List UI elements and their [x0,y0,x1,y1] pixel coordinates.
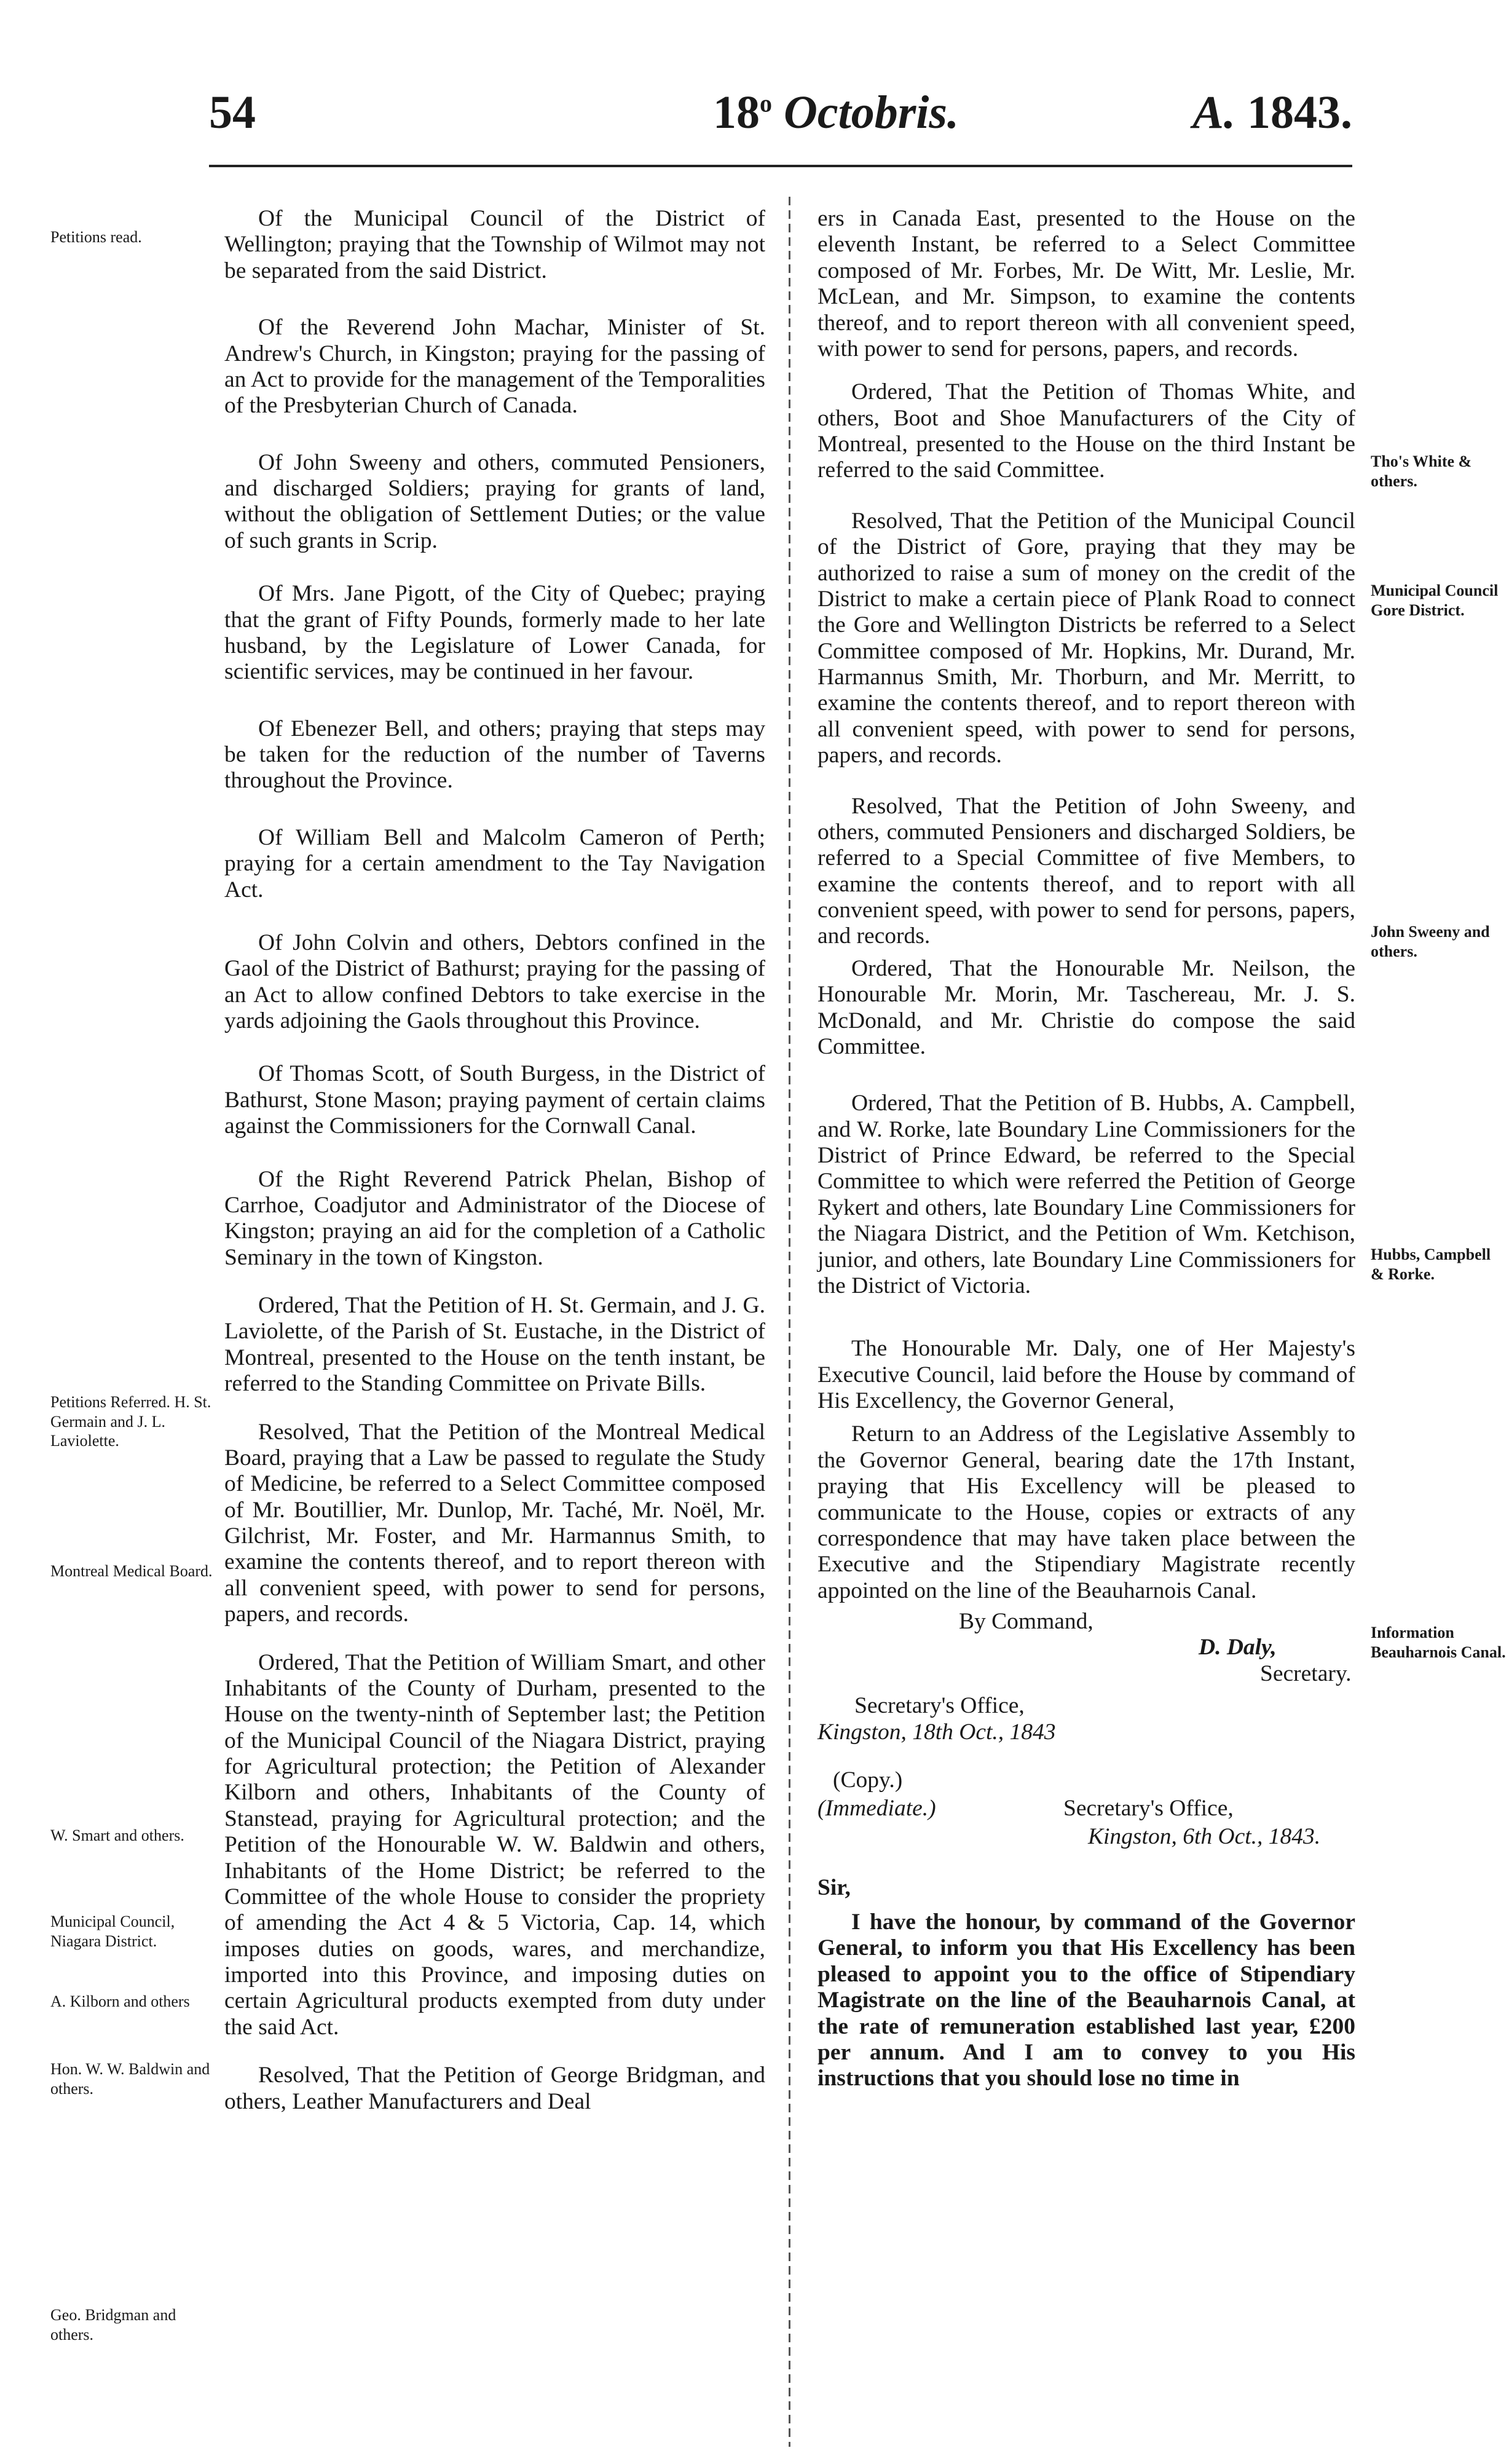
paragraph: Of William Bell and Malcolm Cameron of Perth; praying for a certain amendment to the Tay Navigation Act. [224,824,765,902]
margin-note: John Sweeny and others. [1371,923,1490,960]
margin-note: Petitions Referred. H. St. Germain and J. L. Laviolette. [50,1393,211,1450]
letter-copy-label: (Copy.) [833,1767,903,1793]
paragraph: Return to an Address of the Legislative Assembly to the Governor General, bearing date the 17th Instant, praying that His Excellency will be pleased to communicate to the House, copies or extracts of any correspondence that may have taken place between the Executive and the Stipendiary Magistrate recently appointed on the line of the Beauharnois Canal. [818,1421,1355,1603]
paragraph: Resolved, That the Petition of the Municipal Council of the District of Gore, praying that they may be authorized to raise a sum of money on the credit of the District to make a certain piece of Plank Road to connect the Gore and Wellington Districts be referred to a Select Committee composed of Mr. Hopkins, Mr. Durand, Mr. Harmannus Smith, Mr. Thorburn, and Mr. Merritt, to examine the contents thereof, and to report thereon with all convenient speed, with power to send for persons, papers, and records. [818,508,1355,768]
paragraph: Ordered, That the Honourable Mr. Neilson, the Honourable Mr. Morin, Mr. Taschereau, Mr. J. S. McDonald, and Mr. Christie do compose the said Committee. [818,955,1355,1059]
paragraph: Resolved, That the Petition of the Montreal Medical Board, praying that a Law be passed to regulate the Study of Medicine, be referred to a Select Committee composed of Mr. Boutillier, Mr. Dunlop, Mr. Taché, Mr. Noël, Mr. Gilchrist, Mr. Foster, and Mr. Harmannus Smith, to examine the contents thereof, and to report thereon with all convenient speed, with power to send for persons, papers, and records. [224,1419,765,1627]
letter-salutation: Sir, [818,1874,851,1900]
margin-note: Hon. W. W. Baldwin and others. [50,2060,210,2098]
paragraph: Of John Sweeny and others, commuted Pensioners, and discharged Soldiers; praying for grants of land, without the obligation of Settlement Duties; or the value of such grants in Scrip. [224,449,765,553]
page-header [209,86,1352,148]
header-date: 18$^o$ Octobris. [713,87,959,138]
letter-office: Secretary's Office, [854,1693,1025,1719]
letter-signatory-title: Secretary. [1260,1660,1352,1686]
paragraph: Resolved, That the Petition of George Bridgman, and others, Leather Manufacturers and Deal [224,2063,765,2114]
paragraph: Resolved, That the Petition of John Sweeny, and others, commuted Pensioners and discharged Soldiers, be referred to a Special Committee of five Members, to examine the contents thereof, and to report with all convenient speed, with power to send for persons, papers, and records. [818,793,1355,949]
paragraph: Ordered, That the Petition of B. Hubbs, A. Campbell, and W. Rorke, late Boundary Line Commissioners for the District of Prince Edward, be referred to the Special Committee to which were referred the Petition of George Rykert and others, late Boundary Line Commissioners for the Niagara District, and the Petition of Wm. Ketchison, junior, and others, late Boundary Line Commissioners for the District of Victoria. [818,1091,1355,1298]
left-column [224,206,765,2115]
margin-note: Montreal Medical Board. [50,1562,213,1580]
header-rule [209,165,1352,167]
paragraph: Ordered, That the Petition of H. St. Germain, and J. G. Laviolette, of the Parish of St. Eustache, in the District of Montreal, presented to the House on the tenth instant, be referred to the Standing Committee on Private Bills. [224,1293,765,1397]
letter-body: I have the honour, by command of the Governor General, to inform you that His Excellency has been pleased to appoint you to the office of Stipendiary Magistrate on the line of the Beauharnois Canal, at the rate of remuneration established last year, £200 per annum. And I am to convey to you His instructions that you should lose no time in [818,1909,1355,2091]
margin-note: Geo. Bridgman and others. [50,2306,176,2344]
paragraph: Of Mrs. Jane Pigott, of the City of Quebec; praying that the grant of Fifty Pounds, formerly made to her late husband, by the Legislature of Lower Canada, for scientific services, may be continued in her favour. [224,581,765,685]
header-year: A. 1843. [1192,87,1352,138]
paragraph: Of John Colvin and others, Debtors confined in the Gaol of the District of Bathurst; praying for the passing of an Act to allow confined Debtors to take exercise in the yards adjoining the Gaols throughout this Province. [224,930,765,1033]
letter-office-date: Kingston, 18th Oct., 1843 [818,1719,1056,1745]
margin-note: A. Kilborn and others [50,1992,190,2010]
paragraph: Of the Reverend John Machar, Minister of St. Andrew's Church, in Kingston; praying for the passing of an Act to provide for the management of the Temporalities of the Presbyterian Church of Canada. [224,315,765,419]
paragraph: Of Thomas Scott, of South Burgess, in the District of Bathurst, Stone Mason; praying payment of certain claims against the Commissioners for the Cornwall Canal. [224,1061,765,1139]
paragraph: Of the Right Reverend Patrick Phelan, Bishop of Carrhoe, Coadjutor and Administrator of the Diocese of Kingston; praying an aid for the completion of a Catholic Seminary in the town of Kingston. [224,1166,765,1270]
column-divider [789,197,790,2447]
margin-note: W. Smart and others. [50,1826,184,1844]
margin-note: Municipal Council, Niagara District. [50,1913,175,1950]
paragraph: The Honourable Mr. Daly, one of Her Majesty's Executive Council, laid before the House by command of His Excellency, the Governor General, [818,1336,1355,1413]
paragraph: ers in Canada East, presented to the House on the eleventh Instant, be referred to a Select Committee composed of Mr. Forbes, Mr. De Witt, Mr. Leslie, Mr. McLean, and Mr. Simpson, to examine the contents thereof, and to report thereon with all convenient speed, with power to send for persons, papers, and records. [818,206,1355,361]
letter-office-date-2: Kingston, 6th Oct., 1843. [1088,1824,1321,1850]
margin-note: Municipal Council Gore District. [1371,582,1499,619]
paragraph: Of Ebenezer Bell, and others; praying that steps may be taken for the reduction of the number of Taverns throughout the Province. [224,716,765,794]
margin-note: Petitions read. [50,228,142,246]
margin-note: Information Beauharnois Canal. [1371,1624,1506,1661]
letter-signatory: D. Daly, [1199,1635,1277,1660]
page-number: 54 [209,87,256,138]
paragraph: Of the Municipal Council of the District of Wellington; praying that the Township of Wilmot may not be separated from the said District. [224,206,765,283]
paragraph: Ordered, That the Petition of Thomas White, and others, Boot and Shoe Manufacturers of the City of Montreal, presented to the House on the third Instant be referred to the said Committee. [818,379,1355,483]
right-column [818,206,1355,2092]
letter-by-command: By Command, [959,1609,1093,1634]
margin-note: Hubbs, Campbell & Rorke. [1371,1246,1491,1283]
paragraph: Ordered, That the Petition of William Smart, and other Inhabitants of the County of Durham, presented to the House on the twenty-ninth of September last; the Petition of the Municipal Council of the Niagara District, praying for Agricultural protection; the Petition of Alexander Kilborn and others, Inhabitants of the County of Stanstead, praying for Agricultural protection; and the Petition of the Honourable W. W. Baldwin and others, Inhabitants of the Home District; be referred to the Committee of the whole House to consider the propriety of amending the Act 4 & 5 Victoria, Cap. 14, which imposes duties on goods, wares, and merchandize, imported into this Province, and imposing duties on certain Agricultural products exempted from duty under the said Act. [224,1649,765,2040]
letter-office-2: Secretary's Office, [1063,1796,1234,1822]
letter-immediate-label: (Immediate.) [818,1796,936,1822]
margin-note: Tho's White & others. [1371,452,1472,490]
letter-header-row [818,1796,1355,1824]
